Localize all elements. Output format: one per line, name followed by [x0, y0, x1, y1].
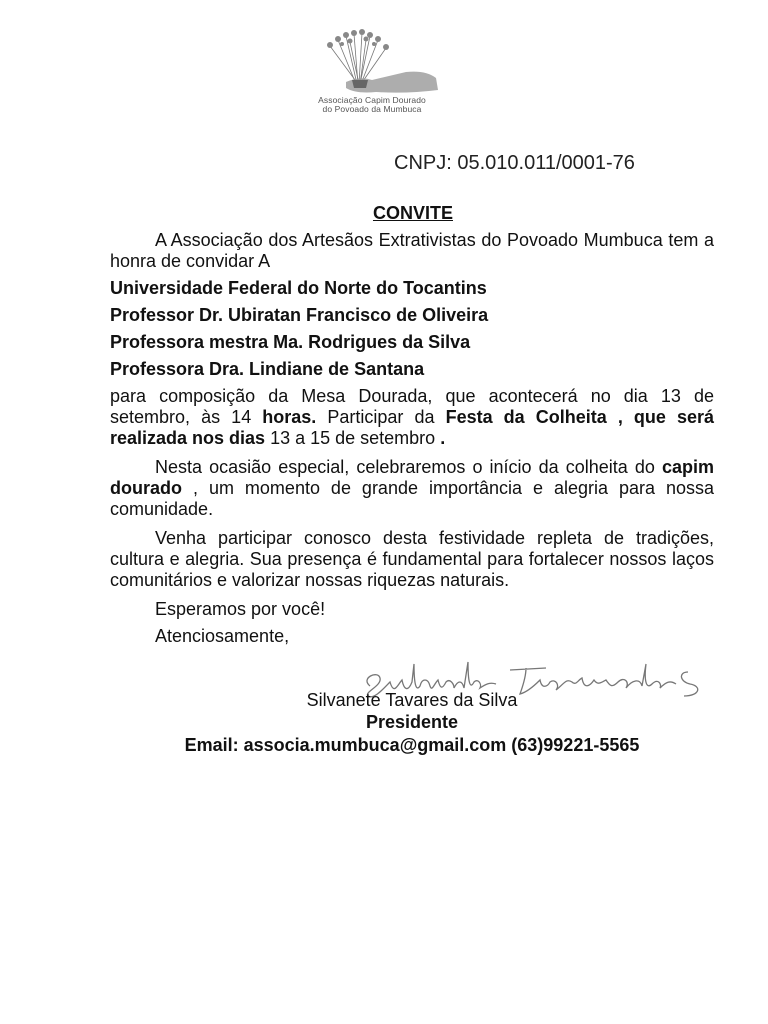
- cnpj-number: CNPJ: 05.010.011/0001-76: [394, 152, 635, 174]
- recipient-1: Universidade Federal do Norte do Tocantins: [110, 278, 487, 298]
- closing-line-2: Atenciosamente,: [155, 626, 290, 646]
- closing-line-1: Esperamos por você!: [155, 599, 326, 619]
- recipient-4: Professora Dra. Lindiane de Santana: [110, 359, 425, 379]
- document-title: CONVITE: [372, 203, 453, 223]
- capim-bouquet-icon: [286, 28, 458, 96]
- recipient-2: Professor Dr. Ubiratan Francisco de Oliveira: [110, 305, 489, 325]
- intro-paragraph: A Associação dos Artesãos Extrativistas do Povoado Mumbuca tem a honra de convidar A: [110, 230, 714, 271]
- logo-text-line1: Associação Capim Dourado: [318, 95, 426, 105]
- signer-name: Silvanete Tavares da Silva: [306, 690, 518, 710]
- contact-line: Email: associa.mumbuca@gmail.com (63)99221-5565: [184, 735, 640, 755]
- occasion-paragraph: Nesta ocasião especial, celebraremos o início da colheita do capim dourado , um momento de grande importância e alegria para nossa comunidade.: [110, 457, 714, 519]
- logo-text-line2: do Povoado da Mumbuca: [322, 104, 422, 114]
- invitation-body: [110, 230, 714, 647]
- participation-paragraph: Venha participar conosco desta festividade repleta de tradições, cultura e alegria. Sua presença é fundamental para fortalecer nossos laços comunitários e valorizar nossas riquezas naturais.: [110, 528, 714, 590]
- recipient-3: Professora mestra Ma. Rodrigues da Silva: [110, 332, 471, 352]
- signer-role: Presidente: [365, 712, 459, 732]
- association-logo: [286, 28, 458, 118]
- event-paragraph: para composição da Mesa Dourada, que acontecerá no dia 13 de setembro, às 14 horas. Participar da Festa da Colheita , que será realizada nos dias 13 a 15 de setembro .: [110, 386, 714, 448]
